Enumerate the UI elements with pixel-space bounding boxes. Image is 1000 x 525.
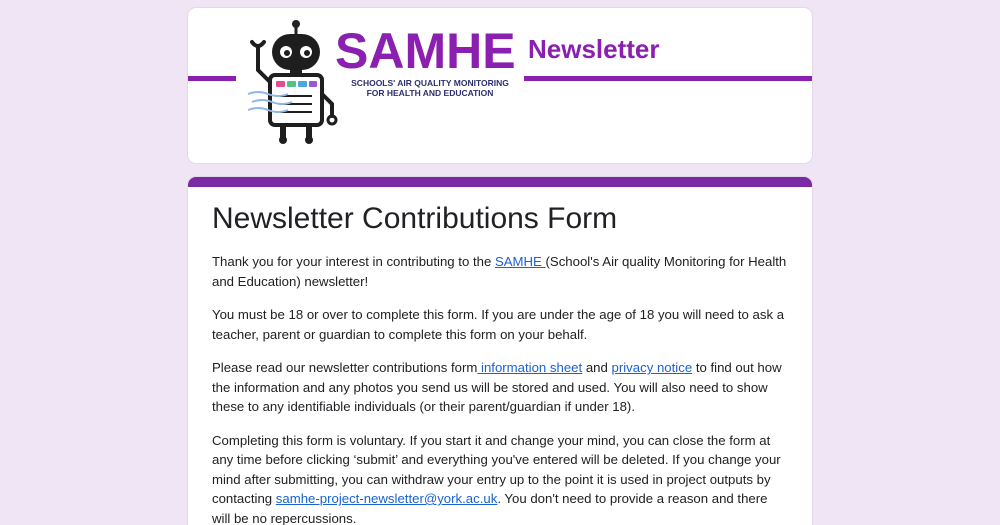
banner-stripe-right bbox=[524, 76, 812, 81]
intro-text-before: Thank you for your interest in contributing to the bbox=[212, 254, 495, 269]
contact-email-link[interactable]: samhe-project-newsletter@york.ac.uk bbox=[275, 491, 498, 506]
samhe-logo-wordmark: SAMHE bbox=[335, 23, 516, 79]
voluntary-paragraph bbox=[212, 431, 788, 525]
samhe-link[interactable]: SAMHE bbox=[494, 254, 546, 269]
logo-subtitle-line-1: SCHOOLS' AIR QUALITY MONITORING bbox=[351, 78, 509, 88]
age-requirement-paragraph: You must be 18 or over to complete this form. If you are under the age of 18 you will need to ask a teacher, parent or guardian to complete this form on your behalf. bbox=[212, 307, 785, 342]
newsletter-heading: Newsletter bbox=[528, 34, 660, 64]
information-text-before: Please read our newsletter contributions form bbox=[212, 360, 478, 375]
logo-subtitle-line-2: FOR HEALTH AND EDUCATION bbox=[366, 88, 494, 98]
form-description-card bbox=[188, 177, 812, 525]
information-text-middle: and bbox=[582, 360, 612, 375]
information-text-after: to find out how the information and any photos you send us will be stored and used. You will also need to show these to any identifiable individuals (or their parent/guardian if under 18). bbox=[212, 360, 782, 414]
form-card-accent-bar bbox=[188, 177, 812, 187]
samhe-logo-subtitle bbox=[340, 78, 520, 98]
privacy-notice-link[interactable]: privacy notice bbox=[611, 360, 693, 375]
information-paragraph bbox=[212, 358, 788, 417]
information-sheet-link[interactable]: information sheet bbox=[477, 360, 583, 375]
voluntary-text-before: Completing this form is voluntary. If you start it and change your mind, you can close the form at any time before clicking ‘submit’ and everything you've entered will be deleted. If you change your mind after submitting, you can withdraw your entry up to the point it is used in project outputs by contacting bbox=[212, 432, 781, 506]
intro-text-after: (School's Air quality Monitoring for Health and Education) newsletter! bbox=[212, 254, 787, 289]
banner-stripe-left bbox=[188, 76, 236, 81]
robot-mascot-icon bbox=[246, 20, 346, 144]
intro-paragraph bbox=[212, 252, 788, 291]
header-banner bbox=[188, 8, 812, 163]
voluntary-text-after: . You don't need to provide a reason and there will be no repercussions. bbox=[212, 491, 768, 525]
form-body bbox=[188, 187, 812, 525]
form-title: Newsletter Contributions Form bbox=[212, 202, 618, 235]
